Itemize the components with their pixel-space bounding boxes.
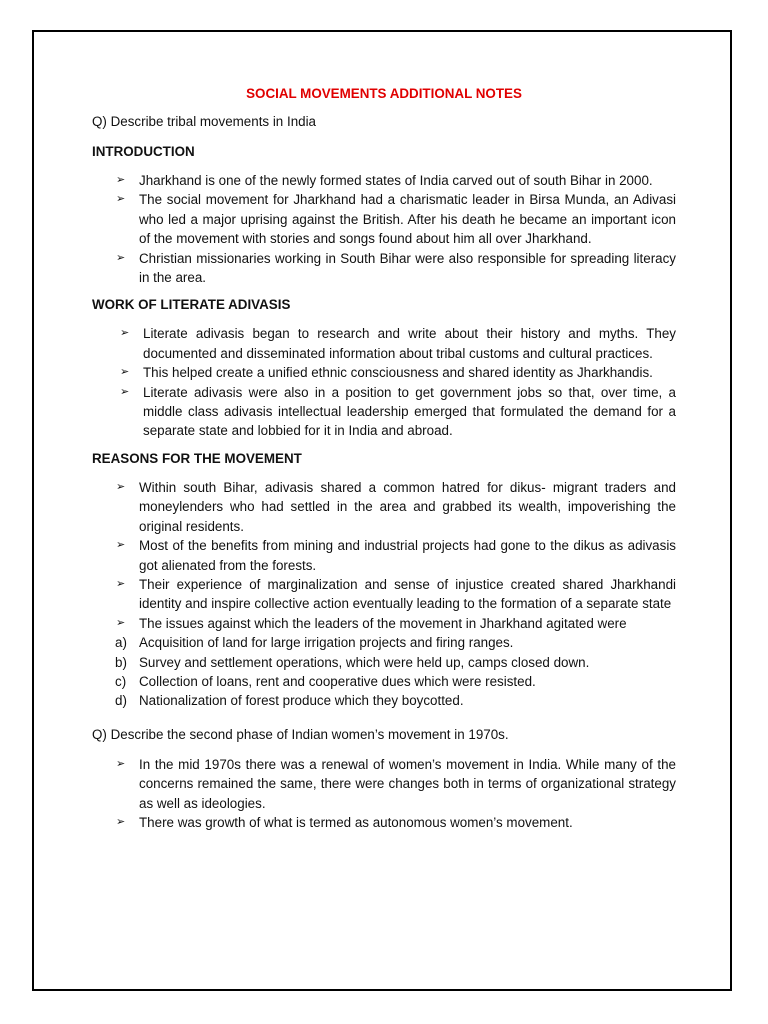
list-item: c) Collection of loans, rent and cooperative dues which were resisted. (115, 673, 536, 689)
list-item: ➢ The social movement for Jharkhand had a charismatic leader in Birsa Munda, an Adivasi who led a major uprising against the British. After his death he became an important icon of the movement with stories and songs found about him all over Jharkhand. (116, 192, 676, 247)
question-tribal-movements: Q) Describe tribal movements in India (92, 114, 317, 129)
arrow-bullet-icon: ➢ (120, 366, 130, 379)
list-item: ➢ Most of the benefits from mining and industrial projects had gone to the dikus as adivasis got alienated from the forests. (116, 538, 676, 573)
list-item: ➢ There was growth of what is termed as autonomous women’s movement. (92, 813, 676, 832)
list-item: a) Acquisition of land for large irrigation projects and firing ranges. (115, 635, 514, 651)
list-item: ➢ This helped create a unified ethnic consciousness and shared identity as Jharkhandis. (92, 363, 676, 382)
list-item: ➢ The issues against which the leaders of the movement in Jharkhand agitated were (92, 614, 676, 633)
arrow-bullet-icon: ➢ (116, 616, 126, 629)
introduction-list (92, 171, 676, 287)
arrow-bullet-icon: ➢ (116, 757, 126, 770)
list-item: ➢ Within south Bihar, adivasis shared a common hatred for dikus- migrant traders and moneylenders who had settled in the area and grabbed its wealth, impoverishing the original residents. (116, 479, 676, 534)
womens-movement-list (92, 755, 676, 833)
list-item: ➢ Literate adivasis began to research and write about their history and myths. They documented and disseminated information about tribal customs and cultural practices. (120, 326, 676, 361)
arrow-bullet-icon: ➢ (116, 539, 126, 552)
list-item: b) Survey and settlement operations, which were held up, camps closed down. (115, 654, 590, 670)
list-item: ➢ Literate adivasis were also in a position to get government jobs so that, over time, a middle class adivasis intellectual leadership emerged that formulated the demand for a separate state and lobbied for it in India and abroad. (120, 384, 676, 439)
heading-work-of-literate-adivasis: WORK OF LITERATE ADIVASIS (92, 297, 291, 313)
list-item: ➢ In the mid 1970s there was a renewal of women’s movement in India. While many of the concerns remained the same, there were changes both in terms of organizational strategy as well as ideologies. (116, 756, 676, 811)
list-item: ➢ Jharkhand is one of the newly formed states of India carved out of south Bihar in 2000. (92, 171, 676, 190)
document-body (92, 86, 676, 840)
arrow-bullet-icon: ➢ (116, 480, 126, 493)
heading-introduction: INTRODUCTION (92, 144, 195, 159)
arrow-bullet-icon: ➢ (120, 327, 130, 340)
heading-reasons-for-the-movement: REASONS FOR THE MOVEMENT (92, 450, 302, 466)
arrow-bullet-icon: ➢ (116, 193, 126, 206)
arrow-bullet-icon: ➢ (120, 385, 130, 398)
question-womens-movement: Q) Describe the second phase of Indian women’s movement in 1970s. (92, 726, 509, 742)
arrow-bullet-icon: ➢ (116, 815, 126, 828)
arrow-bullet-icon: ➢ (116, 174, 126, 186)
arrow-bullet-icon: ➢ (116, 251, 126, 264)
list-item: ➢ Their experience of marginalization and sense of injustice created shared Jharkhandi identity and inspire collective action eventually leading to the formation of a separate state (116, 576, 676, 612)
arrow-bullet-icon: ➢ (116, 577, 126, 590)
list-item: ➢ Christian missionaries working in South Bihar were also responsible for spreading literacy in the area. (116, 250, 676, 286)
reasons-list (92, 478, 676, 633)
issues-list (92, 633, 676, 711)
work-list (92, 324, 676, 440)
list-item: d) Nationalization of forest produce which they boycotted. (115, 693, 464, 709)
document-title: SOCIAL MOVEMENTS ADDITIONAL NOTES (246, 86, 522, 101)
